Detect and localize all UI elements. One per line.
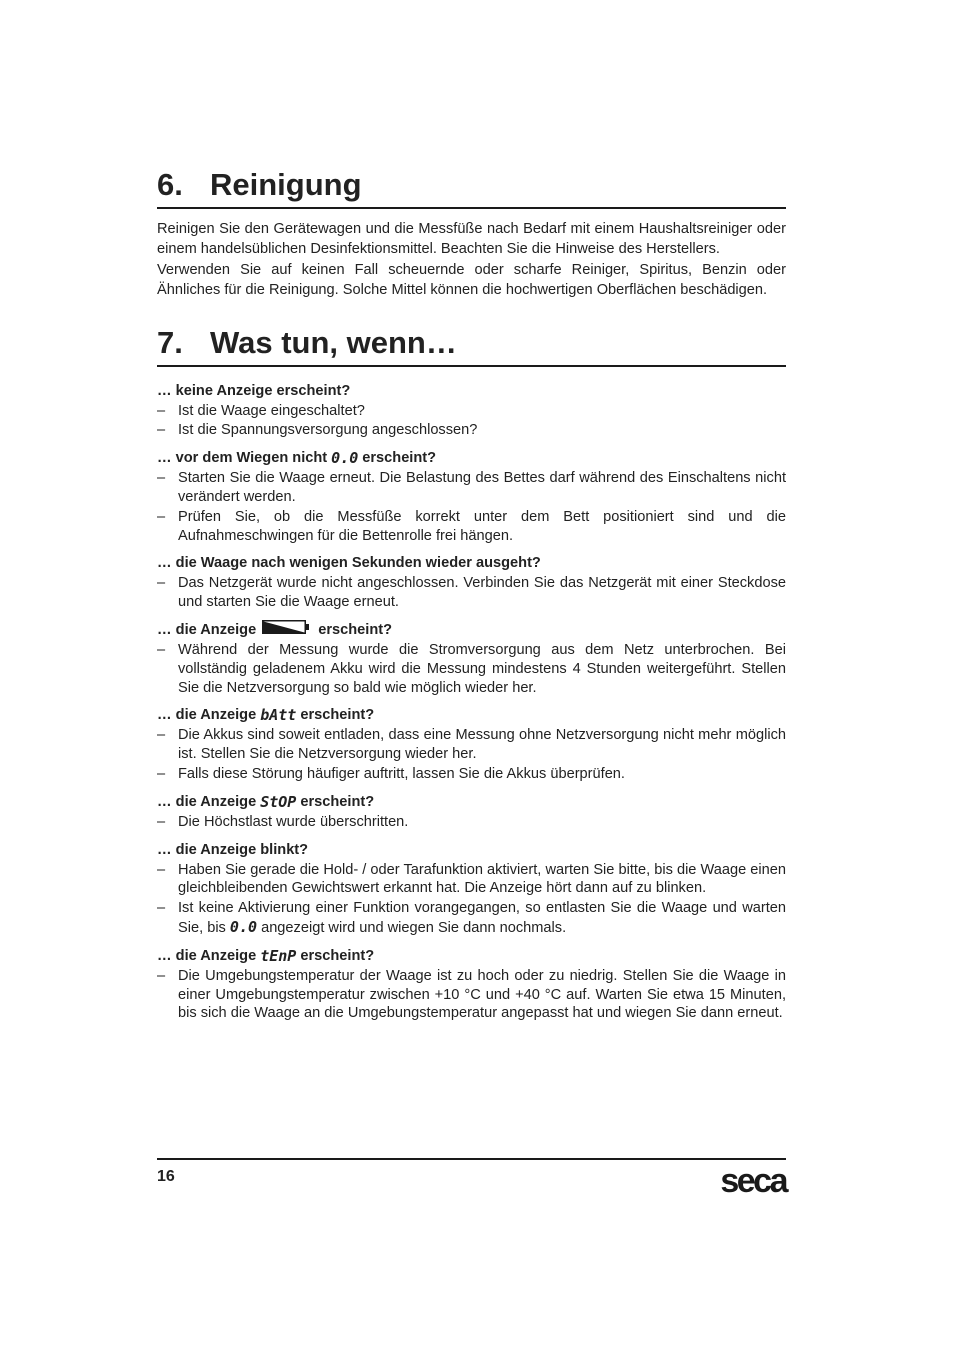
- answer-list: [157, 402, 786, 441]
- lcd-display-text: StOP: [260, 792, 297, 811]
- list-item: – Während der Messung wurde die Stromversorgung aus dem Netz unterbrochen. Bei vollständig geladenem Akku wird die Messung mindestens 4 Stunden weitergeführt. Stellen Sie die Netzversorgung so bald wie möglich wieder her.: [157, 642, 786, 696]
- list-item: – Haben Sie gerade die Hold- / oder Tarafunktion aktiviert, warten Sie bitte, bis die Waage einen gleichbleibenden Gewichtswert erkannt hat. Die Anzeige hört dann auf zu blinken.: [157, 861, 786, 897]
- section-7-title: Was tun, wenn…: [210, 324, 457, 360]
- lcd-display-text: bAtt: [260, 706, 297, 725]
- question-zero-not-shown: … vor dem Wiegen nicht 0.0 erscheint?: [157, 449, 437, 468]
- answer-list: [157, 861, 786, 938]
- section-6-number: 6.: [157, 167, 183, 202]
- page-footer: [157, 1158, 786, 1200]
- question-temp-display: … die Anzeige tEnP erscheint?: [157, 946, 375, 965]
- answer-list: [157, 967, 786, 1023]
- question-no-display: … keine Anzeige erscheint?: [157, 382, 351, 399]
- list-item: – Ist die Waage eingeschaltet?: [157, 402, 365, 419]
- page-content: [157, 165, 786, 1023]
- section-6-heading: [157, 165, 786, 209]
- question-display-blinks: … die Anzeige blinkt?: [157, 841, 309, 858]
- section-7-heading: [157, 323, 786, 367]
- battery-low-icon: [262, 620, 310, 640]
- answer-list: [157, 641, 786, 697]
- list-item: – Starten Sie die Waage erneut. Die Belastung des Bettes darf während des Einschaltens nicht verändert werden.: [157, 470, 786, 506]
- answer-list: [157, 813, 786, 832]
- list-item: – Falls diese Störung häufiger auftritt, lassen Sie die Akkus überprüfen.: [157, 765, 625, 782]
- question-batt-display: … die Anzeige bAtt erscheint?: [157, 706, 375, 725]
- lcd-display-text: tEnP: [260, 946, 297, 965]
- list-item: – Die Umgebungstemperatur der Waage ist zu hoch oder zu niedrig. Stellen Sie die Waage in einer Umgebungstemperatur zwischen +10 °C und +40 °C auf. Warten Sie etwa 15 Minuten, bis sich die Waage an die Umgebungstemperatur angepasst hat und wiegen Sie dann erneut.: [157, 967, 786, 1022]
- question-scale-turns-off: … die Waage nach wenigen Sekunden wieder ausgeht?: [157, 555, 541, 572]
- list-item: – Prüfen Sie, ob die Messfüße korrekt unter dem Bett positioniert sind und die Aufnahmeschwingen für die Bettenrolle frei hängen.: [157, 508, 786, 544]
- section-6-paragraph: Reinigen Sie den Gerätewagen und die Messfüße nach Bedarf mit einem Haushaltsreiniger oder einem handelsüblichen Desinfektionsmittel. Beachten Sie die Hinweise des Herstellers.: [157, 221, 786, 258]
- question-stop-display: … die Anzeige StOP erscheint?: [157, 792, 375, 811]
- list-item: – Ist keine Aktivierung einer Funktion vorangegangen, so entlasten Sie die Waage und warten Sie, bis 0.0 angezeigt wird und wiegen Sie dann nochmals.: [157, 900, 786, 936]
- section-6-body: [157, 219, 786, 301]
- list-item: – Die Höchstlast wurde überschritten.: [157, 813, 409, 830]
- seca-logo: seca: [720, 1162, 786, 1200]
- list-item: – Das Netzgerät wurde nicht angeschlossen. Verbinden Sie das Netzgerät mit einer Steckdose und starten Sie die Waage erneut.: [157, 575, 786, 611]
- question-battery-icon: … die Anzeige erscheint?: [157, 622, 393, 638]
- section-6-title: Reinigung: [210, 167, 362, 202]
- section-6-paragraph: Verwenden Sie auf keinen Fall scheuernde oder scharfe Reiniger, Spiritus, Benzin oder Ähnliches für die Reinigung. Solche Mittel können die hochwertigen Oberflächen beschädigen.: [157, 261, 786, 299]
- answer-list: [157, 574, 786, 612]
- section-7-number: 7.: [157, 324, 183, 360]
- answer-list: [157, 726, 786, 783]
- page-number: 16: [157, 1168, 175, 1185]
- lcd-display-text: 0.0: [331, 449, 359, 468]
- answer-list: [157, 469, 786, 545]
- list-item: – Die Akkus sind soweit entladen, dass eine Messung ohne Netzversorgung nicht mehr möglich ist. Stellen Sie die Netzversorgung wieder her.: [157, 727, 786, 763]
- list-item: – Ist die Spannungsversorgung angeschlossen?: [157, 422, 478, 439]
- lcd-display-text: 0.0: [229, 917, 258, 936]
